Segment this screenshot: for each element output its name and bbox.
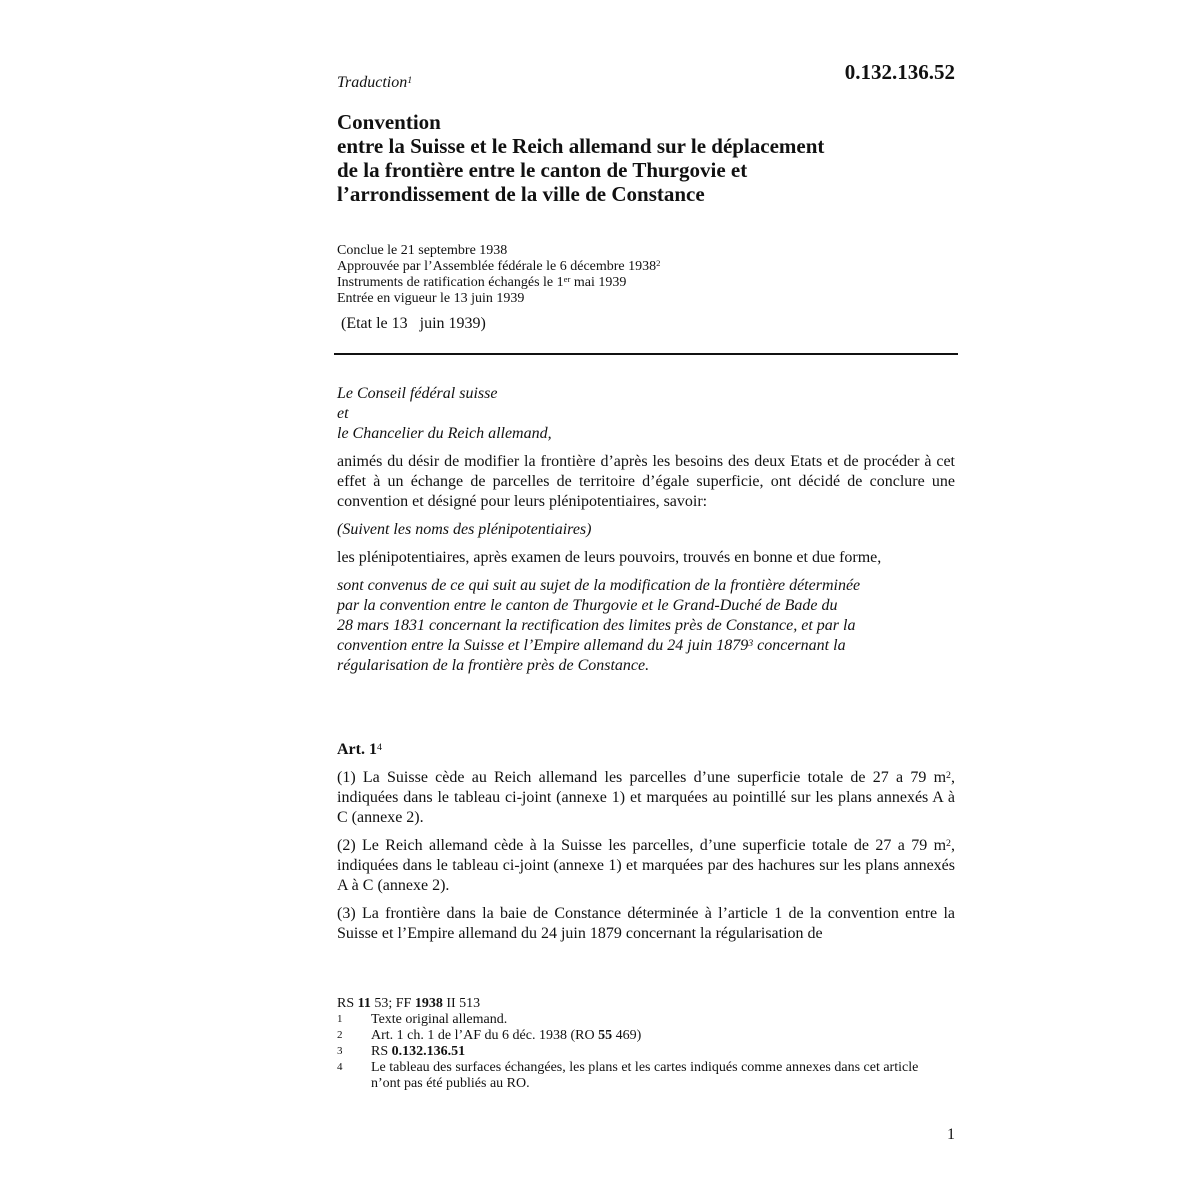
agreed-line-text-end: concernant la — [753, 637, 846, 654]
para-text: (2) Le Reich allemand cède à la Suisse les parcelles, d’une superficie totale de 27 a 79 m — [337, 837, 947, 854]
footnote-text: Le tableau des surfaces échangées, les plans et les cartes indiqués comme annexes dans cet article n’ont pas été publiés au RO. — [371, 1060, 919, 1091]
publication-reference — [337, 996, 947, 1012]
fn-bold: 0.132.136.51 — [391, 1044, 466, 1059]
conjunction: et — [337, 405, 349, 422]
footnote-text: Texte original allemand. — [371, 1012, 508, 1027]
document-title — [337, 110, 957, 206]
para-text: (1) La Suisse cède au Reich allemand les parcelles d’une superficie totale de 27 a 79 m — [337, 769, 947, 786]
squared-sup: 2 — [946, 769, 951, 781]
party-1: Le Conseil fédéral suisse — [337, 385, 498, 402]
title-line: l’arrondissement de la ville de Constance — [337, 182, 705, 206]
ref-bold: 11 — [357, 996, 371, 1011]
ordinal-suffix: er — [563, 274, 571, 285]
footnote-ref-4[interactable]: 4 — [376, 741, 382, 753]
footnote-text — [371, 1044, 947, 1060]
title-line: Convention — [337, 110, 441, 134]
ref-text: II 513 — [442, 996, 481, 1011]
translation-label — [337, 74, 412, 92]
article-1-heading — [337, 740, 955, 760]
article-title: Art. 1 — [337, 741, 377, 758]
ratification-text: Instruments de ratification échangés le 1 — [337, 275, 564, 290]
footnote-2 — [337, 1028, 947, 1044]
agreed-line — [337, 636, 955, 656]
plenipotentiaries-note: (Suivent les noms des plénipotentiaires) — [337, 521, 592, 538]
agreed-line: par la convention entre le canton de Thurgovie et le Grand-Duché de Bade du — [337, 597, 838, 614]
agreed-line: régularisation de la frontière près de Constance. — [337, 657, 650, 674]
ref-bold: 1938 — [414, 996, 443, 1011]
footnote-number: 3 — [337, 1045, 343, 1057]
entry-into-force-date: Entrée en vigueur le 13 juin 1939 — [337, 291, 525, 306]
article-1-paragraph-1 — [337, 768, 955, 828]
sr-number: 0.132.136.52 — [844, 60, 955, 84]
header-divider — [334, 353, 958, 355]
state-date: (Etat le 13 juin 1939) — [341, 315, 486, 332]
agreed-line: sont convenus de ce qui suit au sujet de la modification de la frontière déterminée — [337, 577, 861, 594]
party-2: le Chancelier du Reich allemand, — [337, 425, 552, 442]
footnote-number: 4 — [337, 1061, 343, 1073]
approved-date — [337, 259, 660, 275]
footnote-ref-2[interactable]: 2 — [656, 258, 661, 269]
agreed-line-text: convention entre la Suisse et l’Empire allemand du 24 juin 1879 — [337, 637, 749, 654]
footnote-3 — [337, 1044, 947, 1060]
fn-text: RS — [371, 1044, 392, 1059]
preamble-paragraph-2: les plénipotentiaires, après examen de leurs pouvoirs, trouvés en bonne et due forme, — [337, 549, 882, 566]
fn-text: 469) — [612, 1028, 642, 1043]
footnote-number: 2 — [337, 1029, 343, 1041]
preamble-paragraph: animés du désir de modifier la frontière d’après les besoins des deux Etats et de procéder à cet effet à un échange de parcelles de territoire d’égale superficie, ont décidé de conclure une convention et désigné pour leurs plénipotentiaires, savoir: — [337, 453, 955, 510]
ref-text: RS — [337, 996, 358, 1011]
footnote-ref-3[interactable]: 3 — [748, 637, 754, 649]
article-1-paragraph-2 — [337, 836, 955, 896]
footnote-ref-1[interactable]: 1 — [407, 74, 413, 86]
fn-bold: 55 — [598, 1028, 613, 1043]
translation-text: Traduction — [337, 74, 408, 91]
agreed-paragraph — [337, 576, 955, 676]
para-text-end: , indiquées dans le tableau ci-joint (annexe 1) et marquées par des hachures sur les plans annexés A à C (annexe 2). — [337, 837, 955, 894]
ratification-text-end: mai 1939 — [570, 275, 627, 290]
para-text-end: , indiquées dans le tableau ci-joint (annexe 1) et marquées au pointillé sur les plans annexés A à C (annexe 2). — [337, 769, 955, 826]
title-line: de la frontière entre le canton de Thurgovie et — [337, 158, 748, 182]
agreed-line: 28 mars 1831 concernant la rectification des limites près de Constance, et par la — [337, 617, 856, 634]
title-line: entre la Suisse et le Reich allemand sur le déplacement — [337, 134, 825, 158]
approved-text: Approuvée par l’Assemblée fédérale le 6 décembre 1938 — [337, 259, 657, 274]
dates-block — [337, 243, 660, 307]
concluded-date: Conclue le 21 septembre 1938 — [337, 243, 508, 258]
footnote-4 — [337, 1060, 947, 1092]
footnote-1 — [337, 1012, 947, 1028]
article-1-paragraph-3: (3) La frontière dans la baie de Constance déterminée à l’article 1 de la convention entre la Suisse et l’Empire allemand du 24 juin 1879 concernant la régularisation de — [337, 905, 955, 942]
footnote-number: 1 — [337, 1013, 343, 1025]
main-text — [337, 384, 955, 944]
footnotes — [337, 996, 947, 1092]
page-number: 1 — [947, 1126, 955, 1143]
squared-sup: 2 — [946, 837, 951, 849]
footnote-text — [371, 1028, 947, 1044]
ratification-date — [337, 275, 660, 291]
ref-text: 53; FF — [370, 996, 415, 1011]
fn-text: Art. 1 ch. 1 de l’AF du 6 déc. 1938 (RO — [371, 1028, 599, 1043]
